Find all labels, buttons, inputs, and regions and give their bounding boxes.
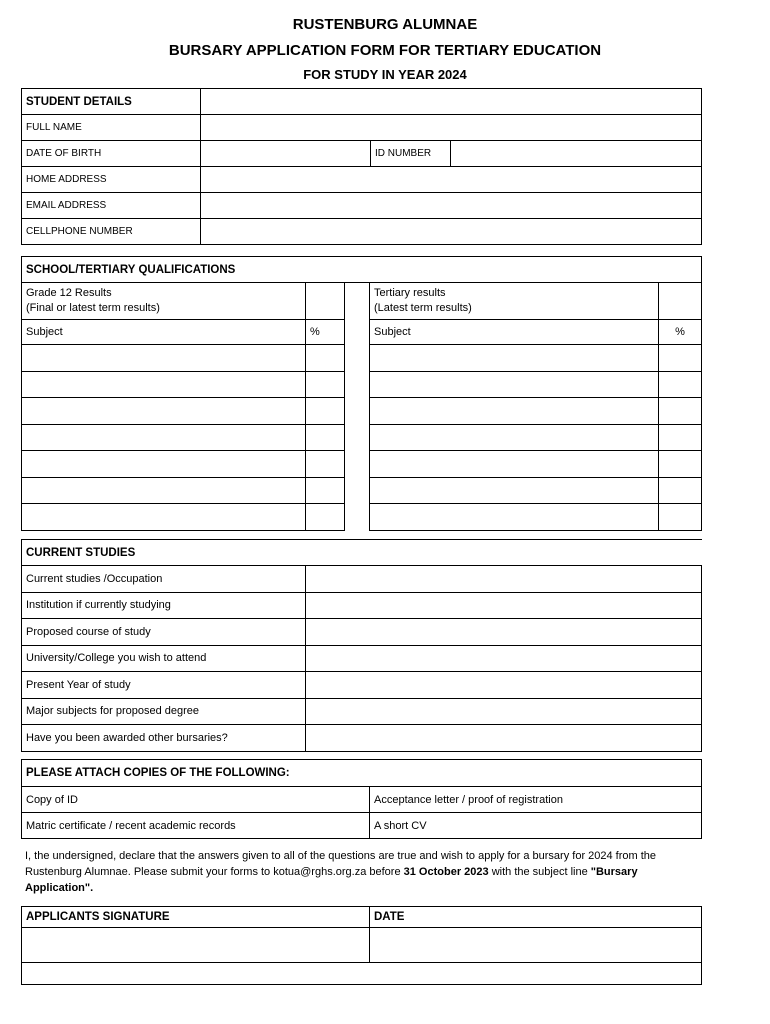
tertiary-percent-cell[interactable] [659, 477, 702, 504]
grade12-percent-header: % [306, 320, 345, 345]
home-address-label: HOME ADDRESS [22, 167, 201, 193]
form-study-year: FOR STUDY IN YEAR 2024 [303, 67, 467, 82]
applicant-signature-field[interactable] [22, 928, 370, 963]
copy-of-id-item: Copy of ID [22, 787, 370, 813]
email-address-label: EMAIL ADDRESS [22, 193, 201, 219]
grade12-percent-cell[interactable] [306, 398, 345, 425]
tertiary-subject-cell[interactable] [370, 398, 659, 425]
signature-table [21, 906, 702, 985]
declaration-subject-line: "Bursary Application". [25, 866, 638, 894]
full-name-label: FULL NAME [22, 115, 201, 141]
applicant-signature-label: APPLICANTS SIGNATURE [22, 907, 370, 928]
grade12-percent-cell[interactable] [306, 345, 345, 372]
id-number-label: ID NUMBER [371, 141, 451, 167]
tertiary-results-title: Tertiary results [374, 287, 446, 299]
current-studies-field[interactable] [306, 619, 702, 646]
current-studies-field[interactable] [306, 566, 702, 593]
acceptance-letter-item: Acceptance letter / proof of registration [370, 787, 702, 813]
home-address-field[interactable] [201, 167, 702, 193]
tertiary-results-subtitle: (Latest term results) [374, 302, 472, 314]
grade12-results-title: Grade 12 Results [26, 287, 112, 299]
tertiary-subject-cell[interactable] [370, 477, 659, 504]
form-title: RUSTENBURG ALUMNAE [292, 16, 478, 33]
tertiary-subject-cell[interactable] [370, 345, 659, 372]
tertiary-subject-cell[interactable] [370, 504, 659, 531]
current-studies-field[interactable] [306, 698, 702, 725]
current-studies-label: Major subjects for proposed degree [22, 698, 306, 725]
matric-certificate-item: Matric certificate / recent academic records [22, 813, 370, 839]
declaration-main-text: I, the undersigned, declare that the answers given to all of the questions are true and wish to apply for a bursary for 2024 from the Rustenburg Alumnae. Please submit your forms to kotua@rghs.org.za before [25, 850, 657, 878]
grade12-percent-cell[interactable] [306, 371, 345, 398]
tertiary-percent-header: % [659, 320, 702, 345]
grade12-results-subtitle: (Final or latest term results) [26, 302, 160, 314]
grade12-subject-header: Subject [22, 320, 306, 345]
id-number-field[interactable] [451, 141, 702, 167]
tertiary-percent-cell[interactable] [659, 371, 702, 398]
grade12-subject-cell[interactable] [22, 371, 306, 398]
grade12-percent-cell[interactable] [306, 451, 345, 478]
attachments-heading: PLEASE ATTACH COPIES OF THE FOLLOWING: [22, 760, 702, 787]
current-studies-table [21, 539, 702, 752]
current-studies-field[interactable] [306, 672, 702, 699]
current-studies-field[interactable] [306, 592, 702, 619]
grade12-subject-cell[interactable] [22, 504, 306, 531]
tertiary-subject-header: Subject [370, 320, 659, 345]
signature-footer-blank [22, 963, 702, 985]
declaration-subject-text: with the subject line [488, 866, 591, 878]
qualifications-gap [345, 320, 370, 345]
current-studies-label: Institution if currently studying [22, 592, 306, 619]
grade12-percent-cell[interactable] [306, 477, 345, 504]
declaration-deadline: 31 October 2023 [403, 866, 489, 878]
tertiary-percent-cell[interactable] [659, 345, 702, 372]
date-of-birth-label: DATE OF BIRTH [22, 141, 201, 167]
grade12-subject-cell[interactable] [22, 477, 306, 504]
grade12-subject-cell[interactable] [22, 398, 306, 425]
date-label: DATE [370, 907, 702, 928]
current-studies-field[interactable] [306, 725, 702, 752]
declaration-text [25, 848, 705, 896]
cellphone-number-label: CELLPHONE NUMBER [22, 219, 201, 245]
student-details-blank [201, 89, 702, 115]
cellphone-number-field[interactable] [201, 219, 702, 245]
form-subtitle: BURSARY APPLICATION FORM FOR TERTIARY EDUCATION [168, 42, 602, 59]
current-studies-label: University/College you wish to attend [22, 645, 306, 672]
tertiary-percent-cell[interactable] [659, 504, 702, 531]
grade12-subject-cell[interactable] [22, 451, 306, 478]
current-studies-label: Proposed course of study [22, 619, 306, 646]
grade12-subject-cell[interactable] [22, 424, 306, 451]
current-studies-label: Have you been awarded other bursaries? [22, 725, 306, 752]
tertiary-percent-cell[interactable] [659, 398, 702, 425]
tertiary-percent-cell[interactable] [659, 424, 702, 451]
tertiary-percent-cell[interactable] [659, 451, 702, 478]
current-studies-label: Current studies /Occupation [22, 566, 306, 593]
tertiary-subject-cell[interactable] [370, 451, 659, 478]
qualifications-table [21, 256, 702, 531]
attachments-table [21, 759, 702, 839]
current-studies-heading: CURRENT STUDIES [22, 540, 702, 566]
short-cv-item: A short CV [370, 813, 702, 839]
date-field[interactable] [370, 928, 702, 963]
tertiary-header-blank [659, 283, 702, 320]
qualifications-heading: SCHOOL/TERTIARY QUALIFICATIONS [22, 257, 702, 283]
current-studies-label: Present Year of study [22, 672, 306, 699]
grade12-results-label [22, 283, 306, 320]
qualifications-gap [345, 283, 370, 320]
full-name-field[interactable] [201, 115, 702, 141]
grade12-percent-cell[interactable] [306, 504, 345, 531]
tertiary-subject-cell[interactable] [370, 371, 659, 398]
grade12-header-blank [306, 283, 345, 320]
grade12-percent-cell[interactable] [306, 424, 345, 451]
tertiary-results-label [370, 283, 659, 320]
student-details-table [21, 88, 702, 245]
grade12-subject-cell[interactable] [22, 345, 306, 372]
student-details-heading: STUDENT DETAILS [22, 89, 201, 115]
date-of-birth-field[interactable] [201, 141, 371, 167]
current-studies-field[interactable] [306, 645, 702, 672]
tertiary-subject-cell[interactable] [370, 424, 659, 451]
email-address-field[interactable] [201, 193, 702, 219]
